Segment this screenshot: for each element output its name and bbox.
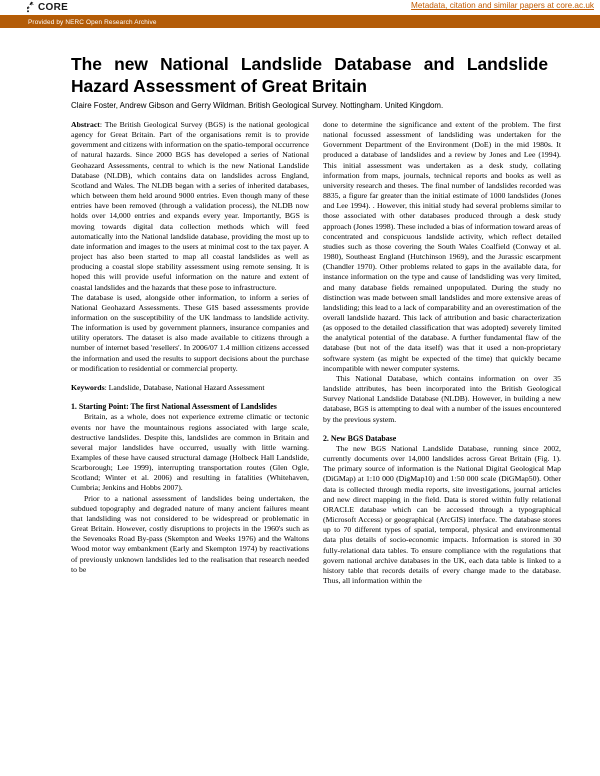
authors-line: Claire Foster, Andrew Gibson and Gerry Wildman. British Geological Survey. Nottingham. United Kingdom.: [71, 101, 444, 110]
core-metadata-link[interactable]: Metadata, citation and similar papers at core.ac.uk: [411, 1, 594, 10]
two-column-body: [0, 120, 600, 586]
keywords-line: [71, 383, 309, 393]
core-banner: [0, 0, 600, 28]
core-bird-icon: [26, 1, 37, 13]
abstract-label: Abstract: [71, 120, 100, 129]
core-provider-label: Provided by NERC Open Research Archive: [28, 18, 157, 26]
abstract-paragraph-2: The database is used, alongside other information, to inform a series of National Geohazard Assessments. These GIS based assessments provide information on the susceptibility of the UK landmass to landslide activity. The information is used by government planners, insurance companies and utility operators. The dataset is also made available to citizens through a number of internet based 'resellers'. In 2006/07 1.4 million citizens accessed the information and used the results to support decisions about the purchase or modification to residential or commercial property.: [71, 292, 309, 373]
core-banner-top: [0, 0, 600, 16]
page-title: The new National Landslide Database and Landslide Hazard Assessment of Great Britain: [71, 54, 548, 96]
core-wordmark: CORE: [38, 1, 69, 13]
keywords-label: Keywords: [71, 382, 105, 392]
abstract-text: : The British Geological Survey (BGS) is the national geological agency for Great Britain. Part of the organisations remit is to provide government and citizens with information on the spatio-temporal occurrence of natural hazards. Since 2000 BGS has developed a series of National Geohazard Assessments, central to which is the new National Landslide Database (NLDB), which contains data on landslides across England, Scotland and Wales. The NLDB began with a series of inherited databases, which between them held around 9000 entries. Even though many of these entries have been removed (through a validation process), the NLDB now holds over 14,000 entries and expands every year. Importantly, BGS is moving towards digital data collection methods which will feed automatically into the National landslide database, providing the most up to date information and images to the users at minimal cost to the tax payer. A project has also been started to map all coastal landslides as well as producing a coastal slope stability assessment using remote sensing. It is hoped this will provide useful information on the nature and extent of coastal landslides and the hazards that these pose to infrastructure.: [71, 120, 309, 292]
section-2-heading: 2. New BGS Database: [323, 433, 397, 443]
section-1-paragraph-2: Prior to a national assessment of landslides being undertaken, the subdued topography and degraded nature of many ancient failures meant that landsliding was not considered to be widespread or problematic in Great Britain. However, costly disruptions to projects in the 1960's such as the Sevenoaks Road By-pass (Skempton and Weeks 1976) and the Waltons Wood motor way embankment (Early and Skempton 1974) by reactivations of previously unknown landslides led to the realisation that research needed to be: [71, 493, 309, 574]
right-paragraph-2: This National Database, which contains information on over 35 landslide attributes, has been incorporated into the British Geological Survey National Landslide Database (NLDB). However, in building a new database, BGS is attempting to deal with a number of the issues encountered by the previous system.: [323, 373, 561, 424]
section-1-paragraph-1: Britain, as a whole, does not experience extreme climatic or tectonic events nor have the mountainous regions associated with large scale, destructive landslides. Despite this, landslides are common in Britain and several major landslides have occurred, usually with little warning. Examples of these have caused structural damage (Holbeck Hall Landslide, Scarborough; Lee 1999), interrupting transportation routes (Glen Ogle, Scotland; Winter et al. 2006) and resulting in fatalities (Whitehaven, Cumbria; Jenkins and Hobbs 2007).: [71, 412, 309, 493]
abstract-paragraph: [71, 120, 309, 293]
column-left: [71, 120, 309, 586]
core-provider-bar: [0, 16, 600, 28]
section-1-heading: 1. Starting Point: The first National Assessment of Landslides: [71, 402, 277, 412]
right-paragraph-1: done to determine the significance and extent of the problem. The first national focussed assessment of landsliding was undertaken for the Government Department of the Environment (DoE) in the mid 1980s. It produced a database of landslides and a review by Jones and Lee (1994). This initial assessment was undertaken as a desk study, collating information from maps, journals, technical reports and books as well as university research and theses. The final number of landslides recorded was 8835, a figure far greater than the initial estimate of 1000 landslides (Jones and Lee 1994). . However, this initial study had several problems similar to those associated with other databases produced through a desk study approach (Jones 1998). These included a bias of information toward areas of concentrated and conspicuous landslide activity, which reflect detailed studies such as those covering the South Wales Coalfield (Conway et al. 1980), Southeast England (Hutchinson 1969), and the Jurassic escarpment (Chandler 1970). Other problems related to gaps in the available data, for instance information on the type and cause of landsliding was very limited, and many database fields remained unpopulated. During the study no distinction was made between small landslides and more extensive areas of landsliding; this lead to a lack of comparability and an overestimation of the overall landslide hazard. This lack of attribution and basic characterization (as opposed to the detailed classification that was adopted) severely limited the analytical potential of the database. A further fundamental flaw of the database (but not of the data itself) was that it used a non-proprietary software system (as might be expected of the time) that quickly became incompatible with newer computer systems.: [323, 120, 561, 373]
keywords-text: : Landslide, Database, National Hazard Assessment: [104, 382, 265, 392]
column-right: [323, 120, 561, 586]
section-2-paragraph-1: The new BGS National Landslide Database, running since 2002, currently documents over 14,000 landslides across Great Britain (Fig. 1). The primary source of information is the National Digital Geological Map (DiGMap) at 1:10 000 (DigMap10) and 1:50 000 scale (DiGMap50). Other data is collected through media reports, site investigations, journal articles and new direct mapping in the field. Data is stored within fully relational ORACLE database which can be accessed through a typographical (Microsoft Access) or geographical (ArcGIS) interface. The database stores up to 70 different types of spatial, temporal, physical and environmental data plus details of socio-economic impacts. Information is stored in 30 fully-relational data tables. To ensure compliance with the regulations that govern national archive databases in the UK, each data table is linked to a history table that records details of every change made to the database. Thus, all information within the: [323, 443, 561, 586]
core-logo[interactable]: [26, 0, 68, 14]
paper-page: [0, 28, 600, 586]
